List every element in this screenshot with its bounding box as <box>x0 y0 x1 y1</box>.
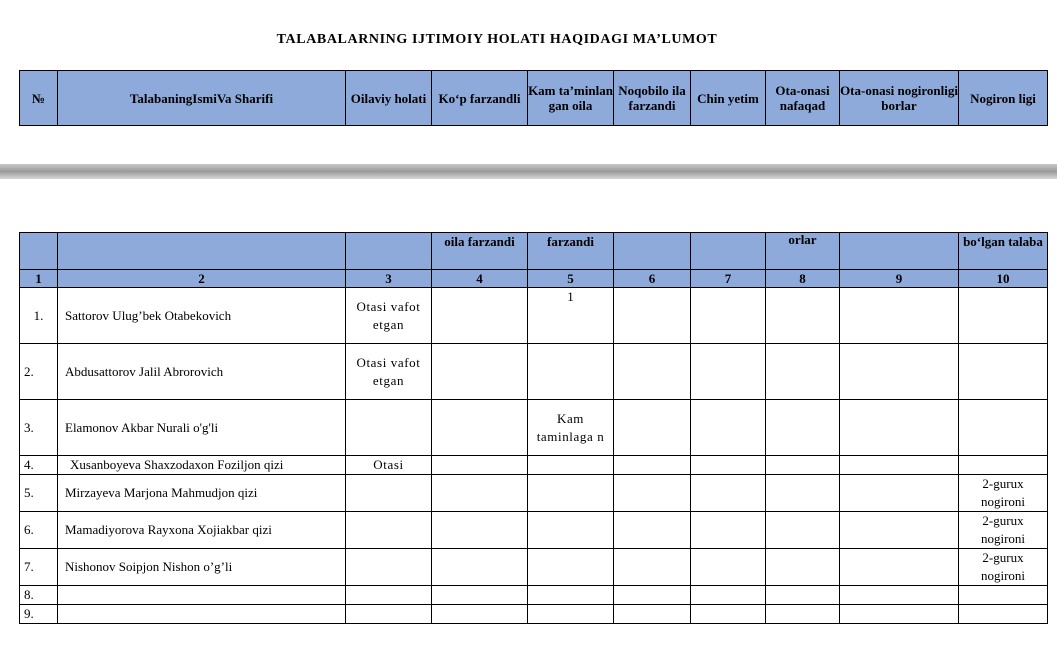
header-cell <box>840 233 959 270</box>
table-cell <box>614 475 691 512</box>
table-cell <box>614 586 691 605</box>
table-row <box>20 549 1048 586</box>
table-cell <box>432 475 528 512</box>
header-cell: Kam ta’minlan gan oila <box>528 71 614 126</box>
header-cell: Ko‘p farzandli <box>432 71 528 126</box>
family-status <box>346 400 432 456</box>
disability-cell <box>959 288 1048 344</box>
family-status <box>346 586 432 605</box>
table-cell <box>840 400 959 456</box>
row-number: 7. <box>20 549 58 586</box>
header-cell: Noqobilo ila farzandi <box>614 71 691 126</box>
table-cell <box>614 344 691 400</box>
row-number: 6. <box>20 512 58 549</box>
table-cell <box>432 456 528 475</box>
row-number: 3. <box>20 400 58 456</box>
family-status <box>346 549 432 586</box>
table-cell <box>691 605 766 624</box>
low-income-cell <box>528 456 614 475</box>
column-number: 5 <box>528 270 614 288</box>
column-number: 3 <box>346 270 432 288</box>
table-row <box>20 456 1048 475</box>
header-cell <box>346 233 432 270</box>
low-income-cell: 1 <box>528 288 614 344</box>
page-divider <box>0 164 1057 179</box>
disability-cell <box>959 456 1048 475</box>
header-table <box>19 70 1048 126</box>
row-number: 2. <box>20 344 58 400</box>
student-name <box>58 605 346 624</box>
table-cell <box>432 288 528 344</box>
table-cell <box>840 288 959 344</box>
table-cell <box>691 288 766 344</box>
disability-cell <box>959 586 1048 605</box>
table-row <box>20 475 1048 512</box>
column-number-row <box>20 270 1048 288</box>
low-income-cell <box>528 475 614 512</box>
family-status: Otasi vafot etgan <box>346 288 432 344</box>
student-name: Mirzayeva Marjona Mahmudjon qizi <box>58 475 346 512</box>
header-cell: oila farzandi <box>432 233 528 270</box>
table-cell <box>840 475 959 512</box>
column-number: 9 <box>840 270 959 288</box>
header-cell <box>58 233 346 270</box>
header-cell: Ota-onasi nafaqad <box>766 71 840 126</box>
table-cell <box>432 400 528 456</box>
disability-cell <box>959 605 1048 624</box>
disability-cell: 2-gurux nogironi <box>959 512 1048 549</box>
low-income-cell <box>528 549 614 586</box>
low-income-cell <box>528 605 614 624</box>
table-row <box>20 605 1048 624</box>
header-cell: farzandi <box>528 233 614 270</box>
column-number: 1 <box>20 270 58 288</box>
header-cell: № <box>20 71 58 126</box>
table-cell <box>614 400 691 456</box>
column-number: 2 <box>58 270 346 288</box>
table-cell <box>691 456 766 475</box>
table-cell <box>766 344 840 400</box>
family-status <box>346 605 432 624</box>
disability-cell <box>959 344 1048 400</box>
table-cell <box>840 605 959 624</box>
table-cell <box>691 549 766 586</box>
table-cell <box>840 344 959 400</box>
student-name <box>58 586 346 605</box>
table-cell <box>691 475 766 512</box>
students-table <box>19 232 1048 624</box>
row-number: 5. <box>20 475 58 512</box>
table-cell <box>614 456 691 475</box>
table-cell <box>766 512 840 549</box>
table-cell <box>614 549 691 586</box>
low-income-cell <box>528 344 614 400</box>
low-income-cell <box>528 512 614 549</box>
student-name: Mamadiyorova Rayxona Xojiakbar qizi <box>58 512 346 549</box>
table-cell <box>766 400 840 456</box>
header-cell: bo‘lgan talaba <box>959 233 1048 270</box>
table-cell <box>432 605 528 624</box>
table-row <box>20 586 1048 605</box>
table-cell <box>432 344 528 400</box>
column-number: 6 <box>614 270 691 288</box>
table-cell <box>614 512 691 549</box>
family-status: Otasi <box>346 456 432 475</box>
column-number: 7 <box>691 270 766 288</box>
header-cell: Oilaviy holati <box>346 71 432 126</box>
disability-cell: 2-gurux nogironi <box>959 475 1048 512</box>
header-cell: Chin yetim <box>691 71 766 126</box>
student-name: Abdusattorov Jalil Abrorovich <box>58 344 346 400</box>
table-cell <box>766 549 840 586</box>
header-cell: Nogiron ligi <box>959 71 1048 126</box>
table-row <box>20 288 1048 344</box>
header-continuation-row <box>20 233 1048 270</box>
header-cell <box>691 233 766 270</box>
table-cell <box>432 549 528 586</box>
row-number: 4. <box>20 456 58 475</box>
header-cell: TalabaningIsmiVa Sharifi <box>58 71 346 126</box>
header-cell <box>20 233 58 270</box>
student-name: Xusanboyeva Shaxzodaxon Foziljon qizi <box>58 456 346 475</box>
table-cell <box>614 605 691 624</box>
table-cell <box>691 586 766 605</box>
family-status <box>346 512 432 549</box>
table-cell <box>691 344 766 400</box>
table-cell <box>840 512 959 549</box>
table-cell <box>766 475 840 512</box>
row-number: 8. <box>20 586 58 605</box>
table-cell <box>766 605 840 624</box>
table-cell <box>766 456 840 475</box>
table-row <box>20 400 1048 456</box>
table-row <box>20 512 1048 549</box>
column-number: 10 <box>959 270 1048 288</box>
header-cell: Ota-onasi nogironligi borlar <box>840 71 959 126</box>
low-income-cell: Kam taminlaga n <box>528 400 614 456</box>
table-cell <box>766 586 840 605</box>
table-cell <box>766 288 840 344</box>
table-cell <box>614 288 691 344</box>
header-cell: orlar <box>766 233 840 270</box>
table-cell <box>432 512 528 549</box>
table-cell <box>691 512 766 549</box>
table-cell <box>840 549 959 586</box>
table-cell <box>432 586 528 605</box>
row-number: 1. <box>20 288 58 344</box>
table-row <box>20 344 1048 400</box>
page-title: TALABALARNING IJTIMOIY HOLATI HAQIDAGI MA’LUMOT <box>276 32 718 47</box>
student-name: Nishonov Soipjon Nishon o’g’li <box>58 549 346 586</box>
header-row <box>20 71 1048 126</box>
disability-cell: 2-gurux nogironi <box>959 549 1048 586</box>
row-number: 9. <box>20 605 58 624</box>
family-status <box>346 475 432 512</box>
low-income-cell <box>528 586 614 605</box>
student-name: Elamonov Akbar Nurali o'g'li <box>58 400 346 456</box>
family-status: Otasi vafot etgan <box>346 344 432 400</box>
table-cell <box>691 400 766 456</box>
header-cell <box>614 233 691 270</box>
disability-cell <box>959 400 1048 456</box>
table-cell <box>840 586 959 605</box>
table-cell <box>840 456 959 475</box>
column-number: 8 <box>766 270 840 288</box>
column-number: 4 <box>432 270 528 288</box>
student-name: Sattorov Ulug’bek Otabekovich <box>58 288 346 344</box>
